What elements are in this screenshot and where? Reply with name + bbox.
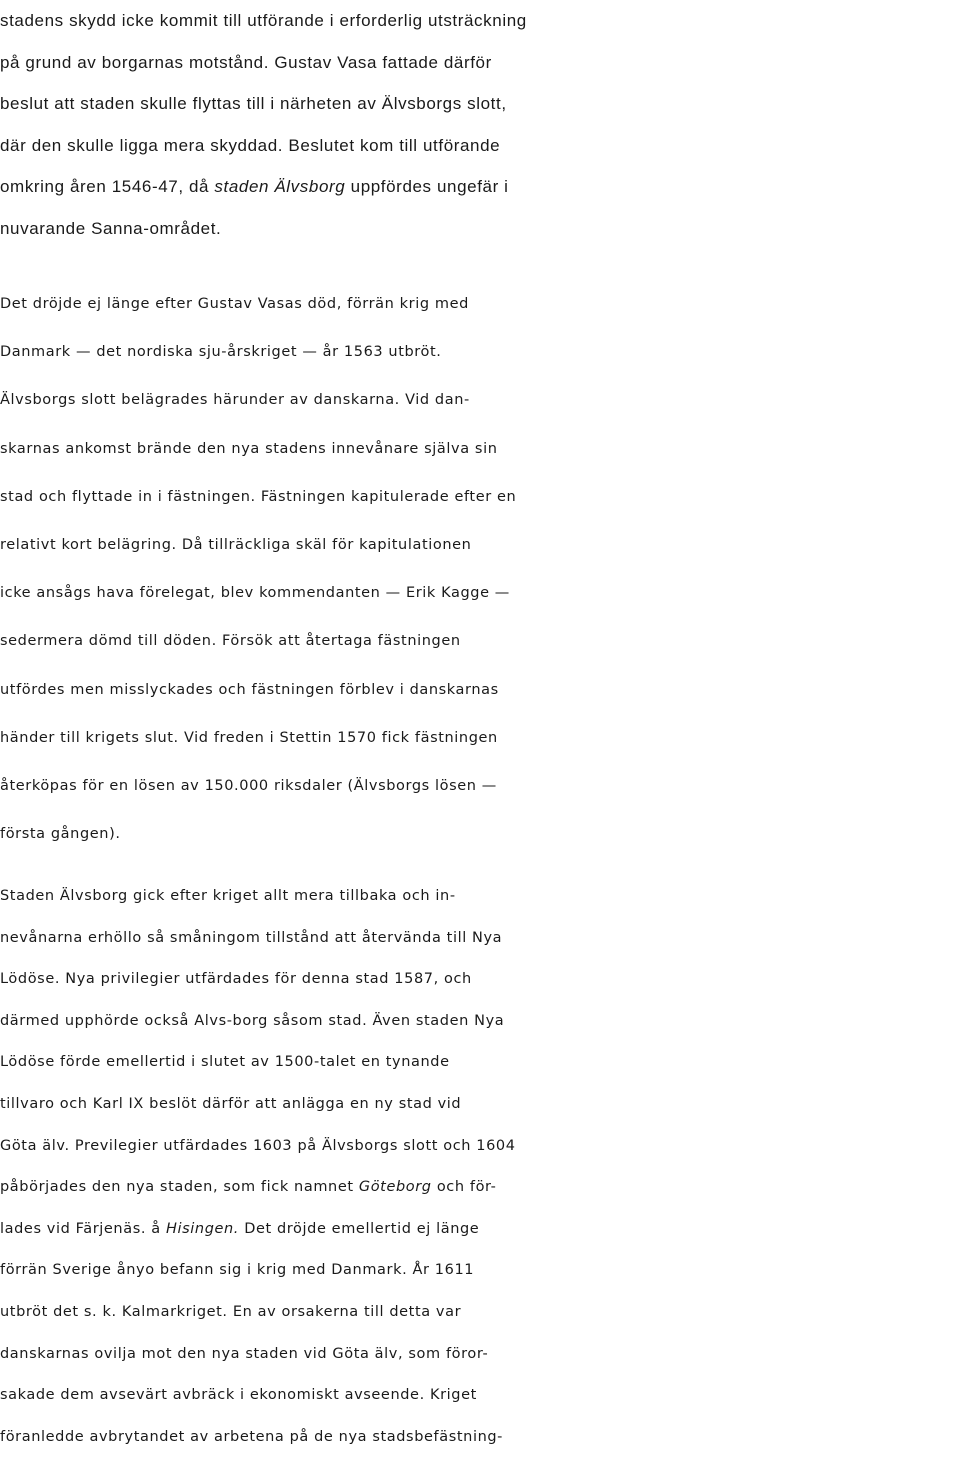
text-line: Danmark — det nordiska sju-årskriget — år 1563 utbröt. xyxy=(0,344,442,361)
text-line: nevånarna erhöllo så småningom tillstånd att återvända till Nya xyxy=(0,929,503,946)
text-line: händer till krigets slut. Vid freden i Stettin 1570 fick fästningen xyxy=(0,729,498,746)
text-segment: Det dröjde emellertid ej länge xyxy=(239,1220,480,1237)
text-line: sakade dem avsevärt avbräck i ekonomiskt avseende. Kriget xyxy=(0,1387,477,1404)
text-line: därmed upphörde också Alvs-borg såsom stad. Även staden Nya xyxy=(0,1012,505,1029)
text-line xyxy=(0,1167,960,1209)
text-line: föranledde avbrytandet av arbetena på de nya stadsbefästning- xyxy=(0,1428,504,1445)
paragraph-2 xyxy=(0,280,960,858)
text-line: förrän Sverige ånyo befann sig i krig med Danmark. År 1611 xyxy=(0,1262,475,1279)
text-line: danskarnas ovilja mot den nya staden vid Göta älv, som föror- xyxy=(0,1345,489,1362)
text-line: utfördes men misslyckades och fästningen förblev i danskarnas xyxy=(0,681,499,698)
text-line: skarnas ankomst brände den nya stadens innevånare själva sin xyxy=(0,440,498,457)
text-line xyxy=(0,1209,960,1251)
text-line: Staden Älvsborg gick efter kriget allt mera tillbaka och in- xyxy=(0,888,456,904)
text-line: stad och flyttade in i fästningen. Fästningen kapitulerade efter en xyxy=(0,488,517,505)
text-line: Göta älv. Previlegier utfärdades 1603 på Älvsborgs slott och 1604 xyxy=(0,1137,516,1154)
paragraph-3 xyxy=(0,876,960,1458)
text-line: Lödöse förde emellertid i slutet av 1500-talet en tynande xyxy=(0,1054,450,1071)
text-line: stadens skydd icke kommit till utförande i erforderlig utsträckning xyxy=(0,11,527,30)
text-line: icke ansågs hava förelegat, blev kommendanten — Erik Kagge — xyxy=(0,585,510,602)
paragraph-1 xyxy=(0,0,960,249)
italic-segment: Hisingen. xyxy=(165,1220,240,1237)
text-line: beslut att staden skulle flyttas till i närheten av Älvsborgs slott, xyxy=(0,94,507,113)
text-line: relativt kort belägring. Då tillräckliga skäl för kapitulationen xyxy=(0,536,472,553)
text-segment: och för- xyxy=(431,1179,497,1196)
text-line: återköpas för en lösen av 150.000 riksdaler (Älvsborgs lösen — xyxy=(0,777,497,794)
text-line: nuvarande Sanna-området. xyxy=(0,218,222,238)
text-segment: lades vid Färjenäs. å xyxy=(0,1220,166,1237)
text-segment: påbörjades den nya staden, som fick namnet xyxy=(0,1179,359,1196)
text-line: sedermera dömd till döden. Försök att återtaga fästningen xyxy=(0,633,461,650)
text-segment: uppfördes ungefär i xyxy=(345,177,509,196)
italic-segment: staden Älvsborg xyxy=(214,177,346,196)
text-line: tillvaro och Karl IX beslöt därför att anlägga en ny stad vid xyxy=(0,1095,462,1112)
text-line: Det dröjde ej länge efter Gustav Vasas död, förrän krig med xyxy=(0,296,469,312)
text-line: utbröt det s. k. Kalmarkriget. En av orsakerna till detta var xyxy=(0,1303,462,1320)
text-line: där den skulle ligga mera skyddad. Beslutet kom till utförande xyxy=(0,135,501,155)
text-line: Älvsborgs slott belägrades härunder av danskarna. Vid dan- xyxy=(0,392,470,409)
text-line: på grund av borgarnas motstånd. Gustav Vasa fattade därför xyxy=(0,52,492,72)
text-line xyxy=(0,166,960,208)
text-segment: omkring åren 1546-47, då xyxy=(0,177,215,196)
italic-segment: Göteborg xyxy=(358,1179,432,1196)
text-line: första gången). xyxy=(0,826,121,843)
text-line: Lödöse. Nya privilegier utfärdades för denna stad 1587, och xyxy=(0,971,472,988)
